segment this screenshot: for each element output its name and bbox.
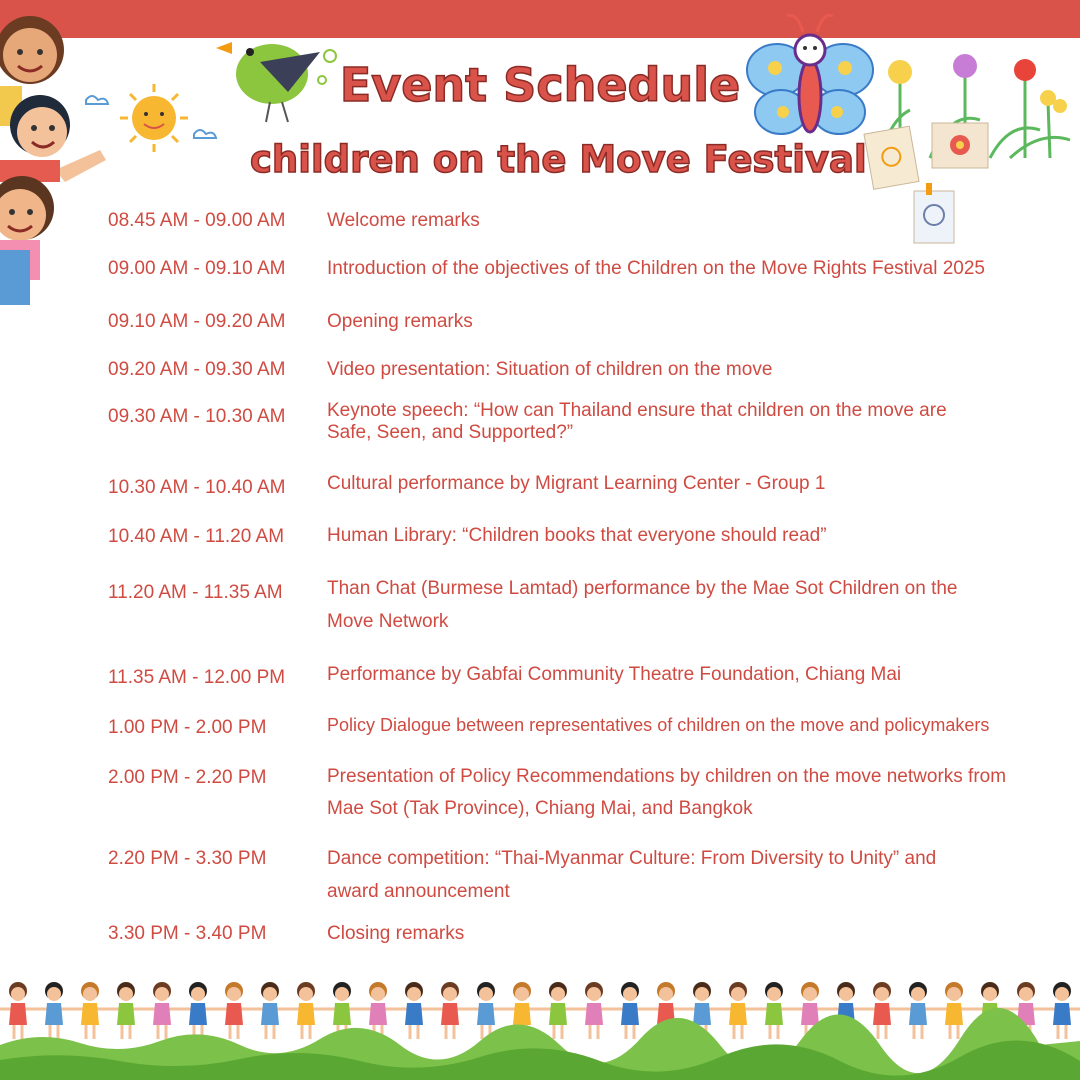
schedule-event: Video presentation: Situation of children on the move (327, 359, 773, 380)
child-figure (1044, 982, 1080, 1039)
schedule-event: Introduction of the objectives of the Children on the Move Rights Festival 2025 (327, 258, 985, 279)
schedule-time: 11.35 AM - 12.00 PM (108, 667, 286, 688)
schedule-time: 10.30 AM - 10.40 AM (108, 477, 286, 498)
schedule-time: 09.00 AM - 09.10 AM (108, 258, 286, 279)
schedule-event: Performance by Gabfai Community Theatre Foundation, Chiang Mai (327, 664, 902, 685)
schedule-time: 11.20 AM - 11.35 AM (108, 582, 283, 603)
schedule-event: Policy Dialogue between representatives of children on the move and policymakers (327, 715, 990, 735)
schedule-time: 1.00 PM - 2.00 PM (108, 717, 267, 738)
child-figure (36, 982, 72, 1039)
schedule-event: Dance competition: “Thai-Myanmar Culture: From Diversity to Unity” and award announcement (327, 848, 937, 902)
child-figure (144, 982, 180, 1039)
child-figure (0, 982, 36, 1039)
child-figure (288, 982, 324, 1039)
child-figure (108, 982, 144, 1039)
schedule-event: Opening remarks (327, 311, 473, 332)
child-figure (216, 982, 252, 1039)
child-figure (864, 982, 900, 1039)
top-banner-bar (0, 0, 1080, 38)
child-figure (756, 982, 792, 1039)
schedule-event: Cultural performance by Migrant Learning Center - Group 1 (327, 473, 826, 494)
schedule-event: Keynote speech: “How can Thailand ensure that children on the move are Safe, Seen, and Supported?” (327, 400, 947, 443)
schedule-event: Than Chat (Burmese Lamtad) performance by the Mae Sot Children on the Move Network (327, 578, 958, 632)
page-subtitle: children on the Move Festival (250, 138, 867, 181)
child-figure (396, 982, 432, 1039)
child-figure (540, 982, 576, 1039)
child-figure (720, 982, 756, 1039)
schedule-time: 3.30 PM - 3.40 PM (108, 923, 267, 944)
child-figure (432, 982, 468, 1039)
schedule-event: Closing remarks (327, 923, 465, 944)
schedule-time: 2.00 PM - 2.20 PM (108, 767, 267, 788)
schedule-time: 09.30 AM - 10.30 AM (108, 406, 286, 427)
schedule-event: Presentation of Policy Recommendations by children on the move networks from Mae Sot (Tak Province), Chiang Mai, and Bangkok (327, 766, 1007, 819)
child-figure (252, 982, 288, 1039)
schedule-time: 2.20 PM - 3.30 PM (108, 848, 267, 869)
child-figure (612, 982, 648, 1039)
children-row-icon (0, 975, 1080, 1080)
child-figure (900, 982, 936, 1039)
schedule-event: Welcome remarks (327, 210, 480, 231)
child-figure (72, 982, 108, 1039)
child-figure (576, 982, 612, 1039)
schedule-time: 10.40 AM - 11.20 AM (108, 526, 285, 547)
page-title: Event Schedule (339, 58, 741, 112)
schedule-time: 09.10 AM - 09.20 AM (108, 311, 286, 332)
schedule-time: 09.20 AM - 09.30 AM (108, 359, 286, 380)
schedule-event: Human Library: “Children books that everyone should read” (327, 525, 827, 546)
child-figure (180, 982, 216, 1039)
schedule-time: 08.45 AM - 09.00 AM (108, 210, 286, 231)
